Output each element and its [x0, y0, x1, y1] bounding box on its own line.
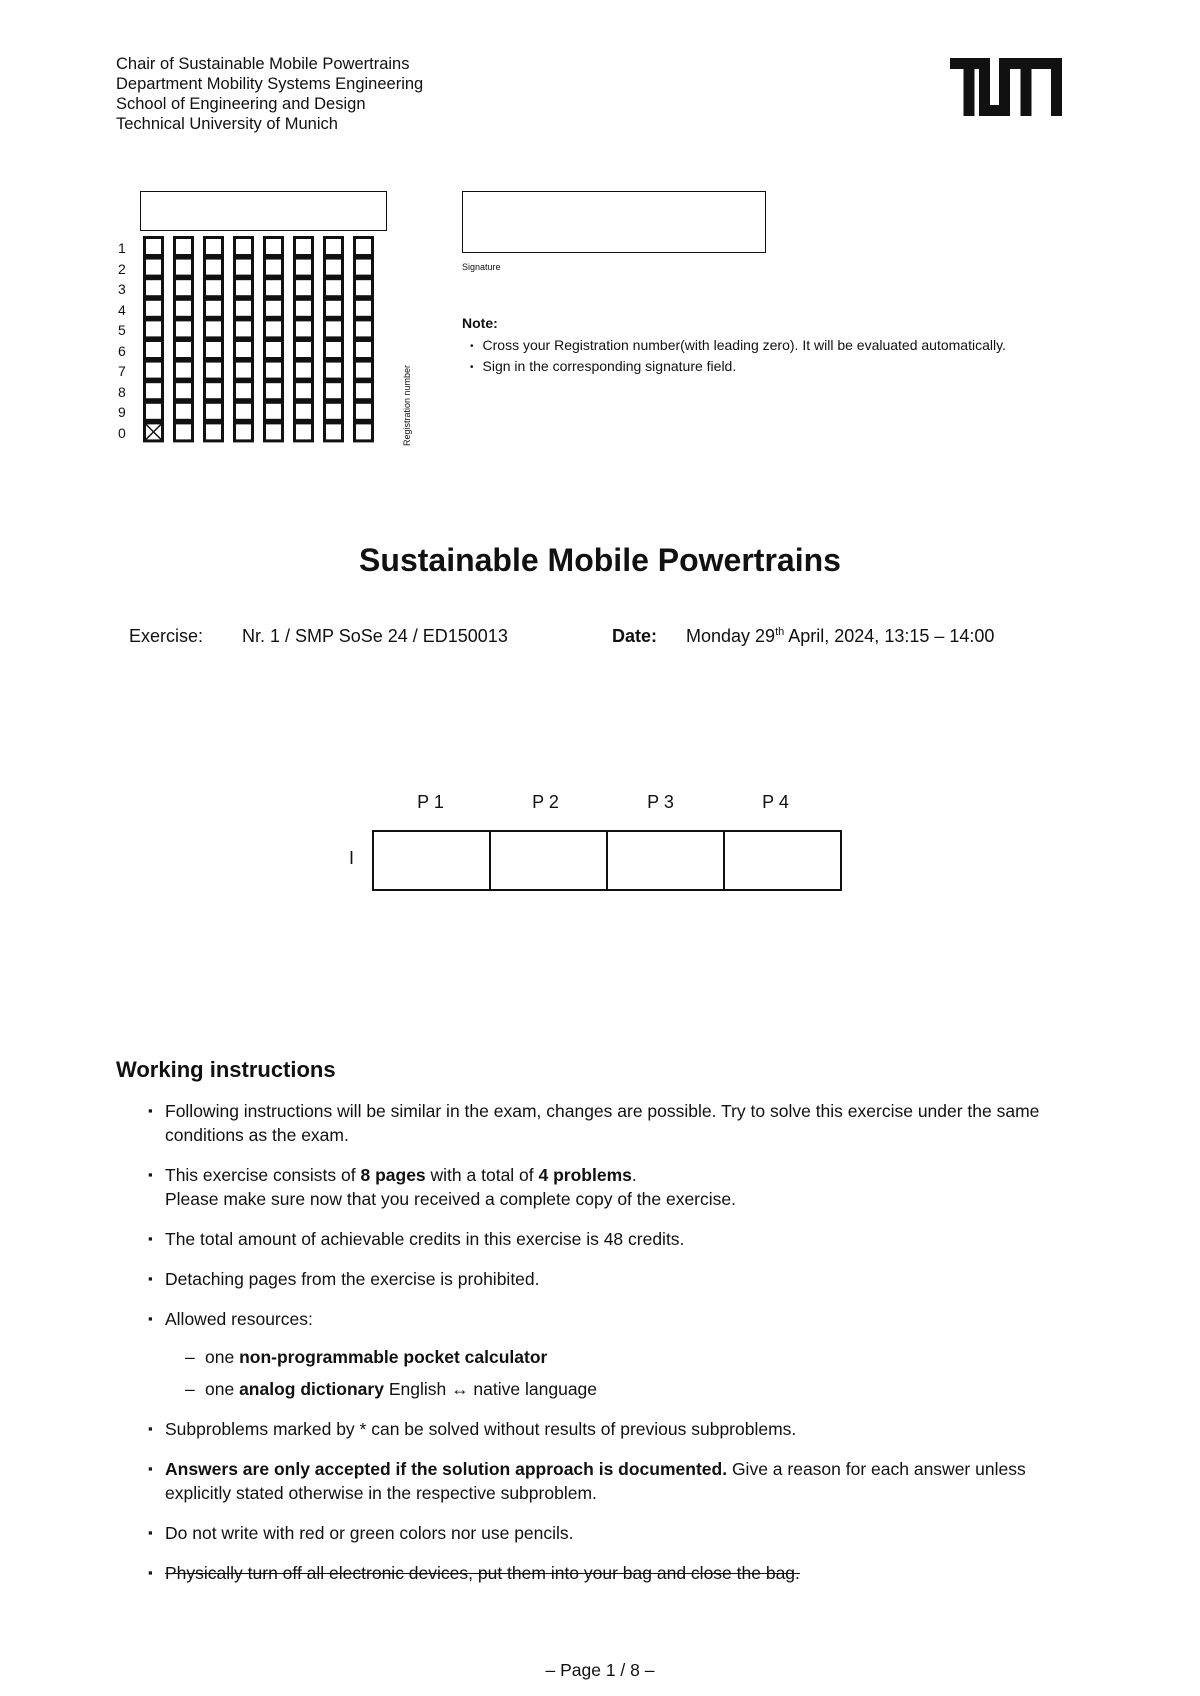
- exam-title: Sustainable Mobile Powertrains: [359, 542, 841, 578]
- instruction-text: Please make sure now that you received a complete copy of the exercise.: [165, 1189, 736, 1209]
- registration-number-label: Registration number: [402, 364, 412, 446]
- problem-header: P 3: [647, 792, 674, 812]
- note-item: • Sign in the corresponding signature field.: [470, 357, 1006, 378]
- registration-checkbox[interactable]: [295, 402, 313, 420]
- institution-header: [116, 54, 423, 134]
- registration-checkbox[interactable]: [175, 361, 193, 379]
- tum-logo: [950, 58, 1062, 116]
- registration-checkbox[interactable]: [325, 320, 343, 338]
- digit-label: 6: [118, 342, 126, 359]
- problem-header: P 2: [532, 792, 559, 812]
- registration-checkbox[interactable]: [325, 299, 343, 317]
- registration-checkbox[interactable]: [235, 361, 253, 379]
- digit-label: 2: [118, 260, 126, 277]
- registration-checkbox[interactable]: [235, 402, 253, 420]
- registration-checkbox[interactable]: [175, 402, 193, 420]
- registration-checkbox[interactable]: [235, 341, 253, 359]
- registration-checkbox[interactable]: [295, 320, 313, 338]
- date-prefix: Monday 29: [686, 626, 776, 646]
- registration-checkbox[interactable]: [295, 341, 313, 359]
- registration-checkbox[interactable]: [265, 382, 283, 400]
- registration-checkbox[interactable]: [355, 423, 373, 441]
- registration-checkbox[interactable]: [325, 279, 343, 297]
- registration-checkbox[interactable]: [235, 258, 253, 276]
- instruction-item: [148, 1561, 1068, 1585]
- instruction-text: Allowed resources:: [165, 1309, 313, 1329]
- note-title: Note:: [462, 315, 498, 331]
- note-item: • Cross your Registration number(with leading zero). It will be evaluated automatically.: [470, 336, 1006, 357]
- registration-checkbox[interactable]: [145, 341, 163, 359]
- registration-checkbox[interactable]: [355, 361, 373, 379]
- registration-digit-labels: [118, 238, 126, 443]
- points-row-label: I: [349, 848, 355, 868]
- registration-checkbox[interactable]: [265, 279, 283, 297]
- registration-checkbox[interactable]: [265, 258, 283, 276]
- registration-checkbox[interactable]: [205, 423, 223, 441]
- registration-checkbox[interactable]: [265, 299, 283, 317]
- registration-checkbox[interactable]: [205, 320, 223, 338]
- registration-checkbox[interactable]: [325, 423, 343, 441]
- instruction-text-struck: Physically turn off all electronic devices, put them into your bag and close the bag.: [165, 1563, 800, 1583]
- registration-checkbox[interactable]: [175, 238, 193, 256]
- registration-checkbox[interactable]: [205, 238, 223, 256]
- header-line: Department Mobility Systems Engineering: [116, 75, 424, 93]
- registration-checkbox[interactable]: [325, 382, 343, 400]
- date-label: Date:: [612, 626, 658, 646]
- date-value: [686, 626, 994, 647]
- registration-checkbox[interactable]: [355, 279, 373, 297]
- registration-checkbox[interactable]: [175, 423, 193, 441]
- registration-checkbox[interactable]: [355, 238, 373, 256]
- instructions-list: [148, 1099, 1068, 1601]
- points-cell-p1[interactable]: [373, 831, 490, 890]
- note-list: [470, 336, 1006, 378]
- registration-checkbox[interactable]: [355, 320, 373, 338]
- registration-checkbox[interactable]: [295, 258, 313, 276]
- instruction-text: Subproblems marked by * can be solved without results of previous subproblems.: [165, 1419, 797, 1439]
- signature-field[interactable]: [462, 191, 766, 253]
- registration-checkbox[interactable]: [235, 423, 253, 441]
- registration-checkbox[interactable]: [295, 238, 313, 256]
- resource-bold: analog dictionary: [239, 1379, 384, 1399]
- digit-label: 8: [118, 383, 126, 400]
- registration-checkbox[interactable]: [205, 258, 223, 276]
- registration-checkbox[interactable]: [205, 361, 223, 379]
- resource-text: one: [205, 1347, 240, 1367]
- signature-label: Signature: [462, 262, 501, 272]
- allowed-resources-list: [165, 1345, 1068, 1401]
- registration-checkbox[interactable]: [355, 341, 373, 359]
- registration-checkbox[interactable]: [145, 361, 163, 379]
- resource-text: one: [205, 1379, 240, 1399]
- registration-checkbox[interactable]: [205, 402, 223, 420]
- registration-checkbox[interactable]: [355, 402, 373, 420]
- instruction-item: [148, 1457, 1068, 1505]
- instruction-item: [148, 1417, 1068, 1441]
- registration-checkbox[interactable]: [325, 341, 343, 359]
- instruction-item: [148, 1307, 1068, 1401]
- registration-checkbox[interactable]: [325, 258, 343, 276]
- registration-checkbox[interactable]: [295, 361, 313, 379]
- registration-checkbox[interactable]: [145, 279, 163, 297]
- instruction-bold: 8 pages: [360, 1165, 426, 1185]
- digit-label: 0: [118, 424, 126, 441]
- page-footer: – Page 1 / 8 –: [545, 1660, 655, 1680]
- header-line: School of Engineering and Design: [116, 95, 366, 113]
- exercise-value: Nr. 1 / SMP SoSe 24 / ED150013: [242, 626, 508, 646]
- digit-label: 3: [118, 281, 126, 297]
- instruction-text: .: [631, 1165, 637, 1185]
- digit-label: 7: [118, 363, 126, 379]
- registration-checkbox[interactable]: [235, 320, 253, 338]
- digit-label: 9: [118, 404, 126, 420]
- registration-checkbox[interactable]: [175, 258, 193, 276]
- registration-checkbox[interactable]: [325, 402, 343, 420]
- registration-number-grid[interactable]: [143, 236, 383, 446]
- instruction-item: [148, 1521, 1068, 1545]
- instruction-item: [148, 1099, 1068, 1147]
- resource-text: English ↔ native language: [383, 1379, 598, 1399]
- instruction-item: [148, 1163, 1068, 1211]
- registration-checkbox[interactable]: [265, 320, 283, 338]
- instruction-text: Detaching pages from the exercise is prohibited.: [165, 1269, 540, 1289]
- registration-checkbox[interactable]: [235, 382, 253, 400]
- registration-checkbox[interactable]: [145, 238, 163, 256]
- digit-label: 1: [118, 240, 126, 256]
- instructions-title: Working instructions: [116, 1057, 336, 1082]
- registration-checkbox[interactable]: [175, 341, 193, 359]
- instruction-text: with a total of: [425, 1165, 539, 1185]
- registration-checkbox[interactable]: [265, 341, 283, 359]
- registration-checkbox[interactable]: [355, 382, 373, 400]
- instruction-text: Give a reason for each answer unless explicitly stated otherwise in the respective subproblem.: [165, 1459, 1026, 1503]
- resource-item: [165, 1377, 1068, 1401]
- registration-checkbox[interactable]: [355, 258, 373, 276]
- registration-checkbox[interactable]: [205, 341, 223, 359]
- registration-checkbox[interactable]: [175, 279, 193, 297]
- header-line: Technical University of Munich: [116, 115, 338, 133]
- instruction-text: This exercise consists of: [165, 1165, 361, 1185]
- digit-label: 5: [118, 322, 126, 338]
- problem-header: P 4: [762, 792, 789, 812]
- registration-checkbox[interactable]: [325, 361, 343, 379]
- registration-checkbox[interactable]: [265, 361, 283, 379]
- registration-checkbox[interactable]: [355, 299, 373, 317]
- registration-checkbox[interactable]: [235, 238, 253, 256]
- registration-checkbox[interactable]: [265, 423, 283, 441]
- points-cell-p4[interactable]: [724, 831, 841, 890]
- problem-header: P 1: [417, 792, 444, 812]
- registration-checkbox[interactable]: [205, 299, 223, 317]
- points-cell-p3[interactable]: [607, 831, 724, 890]
- registration-checkbox[interactable]: [145, 258, 163, 276]
- resource-bold: non-programmable pocket calculator: [239, 1347, 548, 1367]
- registration-checkbox[interactable]: [145, 320, 163, 338]
- points-cell-p2[interactable]: [490, 831, 607, 890]
- registration-checkbox[interactable]: [175, 299, 193, 317]
- registration-checkbox[interactable]: [205, 382, 223, 400]
- instruction-item: [148, 1267, 1068, 1291]
- registration-checkbox[interactable]: [295, 423, 313, 441]
- exercise-label: Exercise:: [129, 626, 204, 646]
- date-suffix: April, 2024, 13:15 – 14:00: [784, 626, 995, 646]
- header-line: Chair of Sustainable Mobile Powertrains: [116, 55, 410, 73]
- registration-checkbox[interactable]: [175, 382, 193, 400]
- instruction-text: The total amount of achievable credits in this exercise is 48 credits.: [165, 1229, 685, 1249]
- registration-checkbox[interactable]: [325, 238, 343, 256]
- points-table: [372, 830, 842, 891]
- registration-checkbox[interactable]: [265, 402, 283, 420]
- registration-checkbox[interactable]: [145, 382, 163, 400]
- instruction-bold: Answers are only accepted if the solution approach is documented.: [165, 1459, 728, 1479]
- registration-checkbox[interactable]: [205, 279, 223, 297]
- instruction-text: Following instructions will be similar in the exam, changes are possible. Try to solve this exercise under the same conditions as the exam.: [165, 1101, 1040, 1145]
- registration-checkbox[interactable]: [235, 279, 253, 297]
- date-sup: th: [775, 626, 785, 638]
- registration-number-field[interactable]: [140, 191, 387, 231]
- instruction-item: [148, 1227, 1068, 1251]
- registration-checkbox[interactable]: [295, 299, 313, 317]
- registration-checkbox[interactable]: [265, 238, 283, 256]
- registration-checkbox[interactable]: [295, 279, 313, 297]
- registration-checkbox[interactable]: [235, 299, 253, 317]
- registration-checkbox[interactable]: [145, 299, 163, 317]
- resource-item: [165, 1345, 1068, 1369]
- registration-checkbox[interactable]: [145, 402, 163, 420]
- instruction-bold: 4 problems: [538, 1165, 632, 1185]
- registration-checkbox[interactable]: [295, 382, 313, 400]
- instruction-text: Do not write with red or green colors nor use pencils.: [165, 1523, 574, 1543]
- digit-label: 4: [118, 301, 126, 318]
- registration-checkbox[interactable]: [175, 320, 193, 338]
